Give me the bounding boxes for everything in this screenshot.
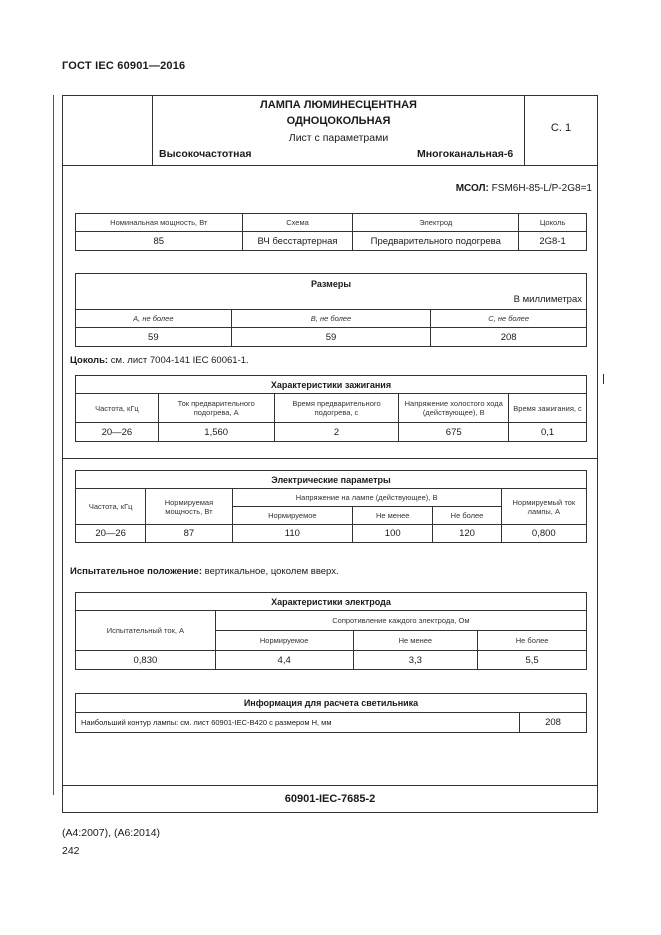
section-divider bbox=[62, 458, 598, 459]
value-res-min: 3,3 bbox=[353, 651, 478, 670]
header-el-resistance: Сопротивление каждого электрода, Ом bbox=[215, 611, 586, 631]
cap-note-text: см. лист 7004-141 IEC 60061-1. bbox=[110, 355, 249, 366]
msol-label: МСОЛ: bbox=[455, 183, 489, 194]
header-dim-c: C, не более bbox=[431, 310, 587, 328]
msol-designation bbox=[300, 183, 592, 194]
value-ign-time: 0,1 bbox=[509, 423, 587, 442]
header-res-max: Не более bbox=[478, 631, 587, 651]
header-res-min: Не менее bbox=[353, 631, 478, 651]
value-el-freq: 20—26 bbox=[76, 525, 146, 543]
electrode-table bbox=[75, 592, 587, 670]
header-dim-a: A, не более bbox=[76, 310, 232, 328]
header-cap: Цоколь bbox=[519, 214, 587, 232]
dimensions-title: Размеры bbox=[310, 279, 352, 289]
header-el-freq: Частота, кГц bbox=[76, 489, 146, 525]
value-dim-b: 59 bbox=[231, 328, 431, 347]
test-position-note bbox=[70, 566, 339, 577]
luminaire-table bbox=[75, 693, 587, 733]
value-power: 85 bbox=[76, 232, 243, 251]
ignition-title: Характеристики зажигания bbox=[76, 376, 587, 394]
electrical-table bbox=[75, 470, 587, 543]
header-scheme: Схема bbox=[242, 214, 353, 232]
value-ign-ocv: 675 bbox=[399, 423, 509, 442]
value-el-min: 100 bbox=[353, 525, 433, 543]
value-ign-freq: 20—26 bbox=[76, 423, 159, 442]
main-parameters-table bbox=[75, 213, 587, 251]
luminaire-row-label: Наибольший контур лампы: см. лист 60901-IEC-B420 с размером H, мм bbox=[76, 713, 520, 733]
electrical-title: Электрические параметры bbox=[76, 471, 587, 489]
value-ign-preheat-time: 2 bbox=[274, 423, 399, 442]
margin-mark bbox=[603, 374, 604, 384]
value-ign-preheat-current: 1,560 bbox=[158, 423, 274, 442]
header-power: Номинальная мощность, Вт bbox=[76, 214, 243, 232]
value-cap: 2G8-1 bbox=[519, 232, 587, 251]
cap-note-label: Цоколь: bbox=[70, 355, 109, 366]
header-ign-freq: Частота, кГц bbox=[76, 394, 159, 423]
value-dim-c: 208 bbox=[431, 328, 587, 347]
value-scheme: ВЧ бесстартерная bbox=[242, 232, 353, 251]
title-line-2: ОДНОЦОКОЛЬНАЯ bbox=[286, 115, 391, 127]
header-el-test-current: Испытательный ток, А bbox=[76, 611, 216, 651]
sheet-code: 60901-IEC-7685-2 bbox=[284, 793, 376, 805]
header-el-min: Не менее bbox=[353, 507, 433, 525]
value-el-nom: 110 bbox=[232, 525, 352, 543]
msol-value: FSM6H-85-L/P-2G8=1 bbox=[491, 183, 592, 194]
header-divider bbox=[62, 165, 598, 166]
ignition-table bbox=[75, 375, 587, 442]
header-el-voltage: Напряжение на лампе (действующее), В bbox=[232, 489, 501, 507]
header-res-nom: Нормируемое bbox=[215, 631, 353, 651]
value-res-nom: 4,4 bbox=[215, 651, 353, 670]
header-el-power: Нормируемая мощность, Вт bbox=[146, 489, 232, 525]
standard-number: ГОСТ IEC 60901—2016 bbox=[62, 60, 186, 72]
header-el-max: Не более bbox=[433, 507, 501, 525]
dimensions-table bbox=[75, 273, 587, 347]
margin-bar bbox=[53, 95, 54, 795]
amendments: (A4:2007), (A6:2014) bbox=[62, 827, 161, 839]
luminaire-title: Информация для расчета светильника bbox=[76, 694, 587, 713]
type-left-label: Высокочастотная bbox=[159, 148, 252, 160]
header-el-nom: Нормируемое bbox=[232, 507, 352, 525]
cap-note bbox=[70, 355, 249, 366]
test-position-text: вертикальное, цоколем вверх. bbox=[204, 566, 339, 577]
value-res-max: 5,5 bbox=[478, 651, 587, 670]
value-dim-a: 59 bbox=[76, 328, 232, 347]
value-test-current: 0,830 bbox=[76, 651, 216, 670]
electrode-title: Характеристики электрода bbox=[76, 593, 587, 611]
value-el-current: 0,800 bbox=[501, 525, 586, 543]
header-ign-ocv: Напряжение холостого хода (действующее), В bbox=[399, 394, 509, 423]
header-ign-time: Время зажигания, с bbox=[509, 394, 587, 423]
header-ign-preheat-time: Время предварительного подогрева, с bbox=[274, 394, 399, 423]
value-el-max: 120 bbox=[433, 525, 501, 543]
value-el-power: 87 bbox=[146, 525, 232, 543]
footer-divider bbox=[62, 785, 598, 786]
header-left-cell bbox=[62, 95, 153, 165]
type-right-label: Многоканальная-6 bbox=[417, 148, 514, 160]
page-number: 242 bbox=[62, 845, 80, 857]
subtitle: Лист с параметрами bbox=[288, 132, 389, 144]
value-electrode: Предварительного подогрева bbox=[353, 232, 519, 251]
luminaire-row-value: 208 bbox=[520, 713, 587, 733]
header-electrode: Электрод bbox=[353, 214, 519, 232]
sheet-number: С. 1 bbox=[550, 122, 572, 134]
header-el-current: Нормируемый ток лампы, А bbox=[501, 489, 586, 525]
test-position-label: Испытательное положение: bbox=[70, 566, 202, 577]
header-dim-b: B, не более bbox=[231, 310, 431, 328]
title-line-1: ЛАМПА ЛЮМИНЕСЦЕНТНАЯ bbox=[260, 99, 417, 111]
dimensions-unit: В миллиметрах bbox=[513, 294, 582, 305]
header-ign-preheat-current: Ток предварительного подогрева, А bbox=[158, 394, 274, 423]
